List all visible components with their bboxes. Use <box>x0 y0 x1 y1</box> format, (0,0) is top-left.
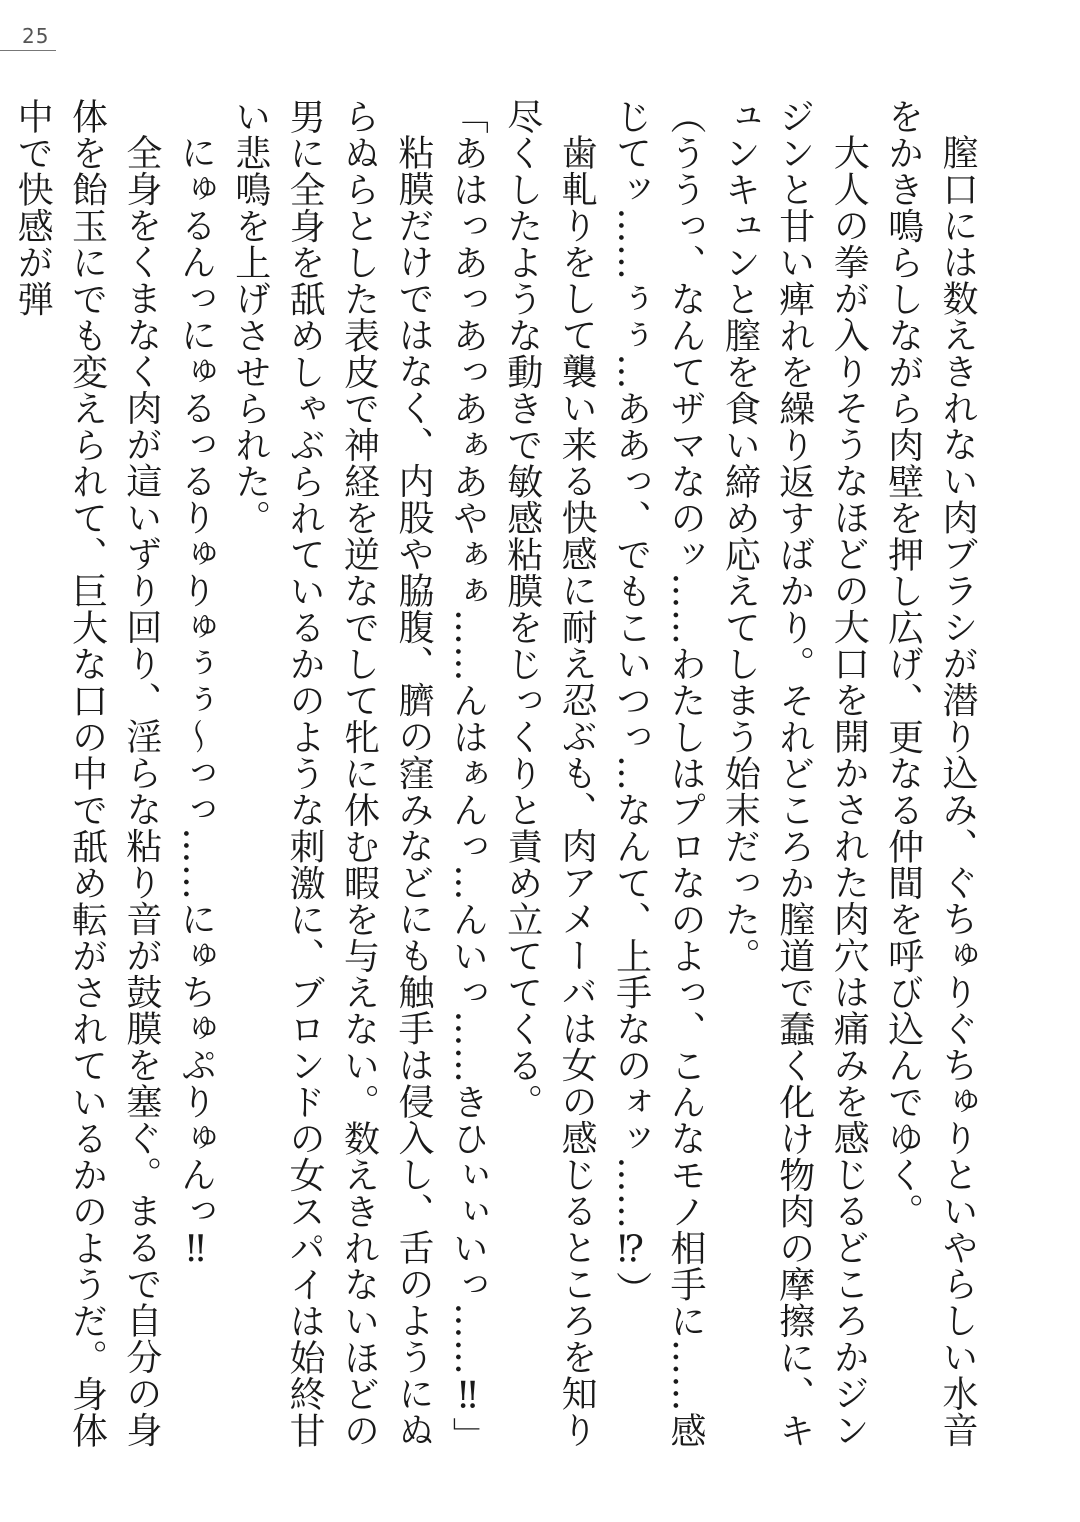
page-number-rule <box>0 50 56 51</box>
paragraph: 粘膜だけではなく、内股や脇腹、臍の窪みなどにも触手は侵入し、舌のようにぬらぬらとした表皮で神経を逆なでして牝に休む暇を与えない。数えきれないほどの男に全身を舐めしゃぶられているかのような刺激に、ブロンドの女スパイは始終甘い悲鳴を上げさせられた。 <box>229 98 434 1449</box>
paragraph: 歯軋りをして襲い来る快感に耐え忍ぶも、肉アメーバは女の感じるところを知り尽くしたような動きで敏感粘膜をじっくりと責め立ててくる。 <box>501 98 598 1448</box>
paragraph: 大人の拳が入りそうなほどの大口を開かされた肉穴は痛みを感じるどころかジンジンと甘い痺れを繰り返すばかり。それどころか膣道で蠢く化け物肉の摩擦に、キュンキュンと膣を食い締め応えてしまう始末だった。 <box>719 98 870 1449</box>
paragraph-dialogue: 「あはっあっあっあぁあやぁぁ……んはぁんっ…んいっ……きひぃぃいっ……‼」 <box>447 98 489 1454</box>
paragraph-sound-effect: にゅるんっにゅるっるりゅりゅぅぅ〜っっ……にゅちゅぷりゅんっ‼ <box>175 134 217 1271</box>
paragraph-inner-monologue: （ううっ、なんてザマなのッ……わたしはプロなのよっ、こんなモノ相手に……感じてッ……ぅぅ…ああっ、でもこいつっ…なんて、上手なのォッ……⁉） <box>610 98 706 1449</box>
vertical-text-body <box>12 98 984 1478</box>
paragraph: 全身をくまなく肉が這いずり回り、淫らな粘り音が鼓膜を塞ぐ。まるで自分の身体を飴玉にでも変えられて、巨大な口の中で舐め転がされているかのようだ。身体中で快感が弾 <box>12 98 162 1449</box>
paragraph: 膣口には数えきれない肉ブラシが潜り込み、ぐちゅりぐちゅりといやらしい水音をかき鳴らしながら肉壁を押し広げ、更なる仲間を呼び込んでゆく。 <box>882 98 978 1448</box>
page-number: 25 <box>22 24 50 48</box>
